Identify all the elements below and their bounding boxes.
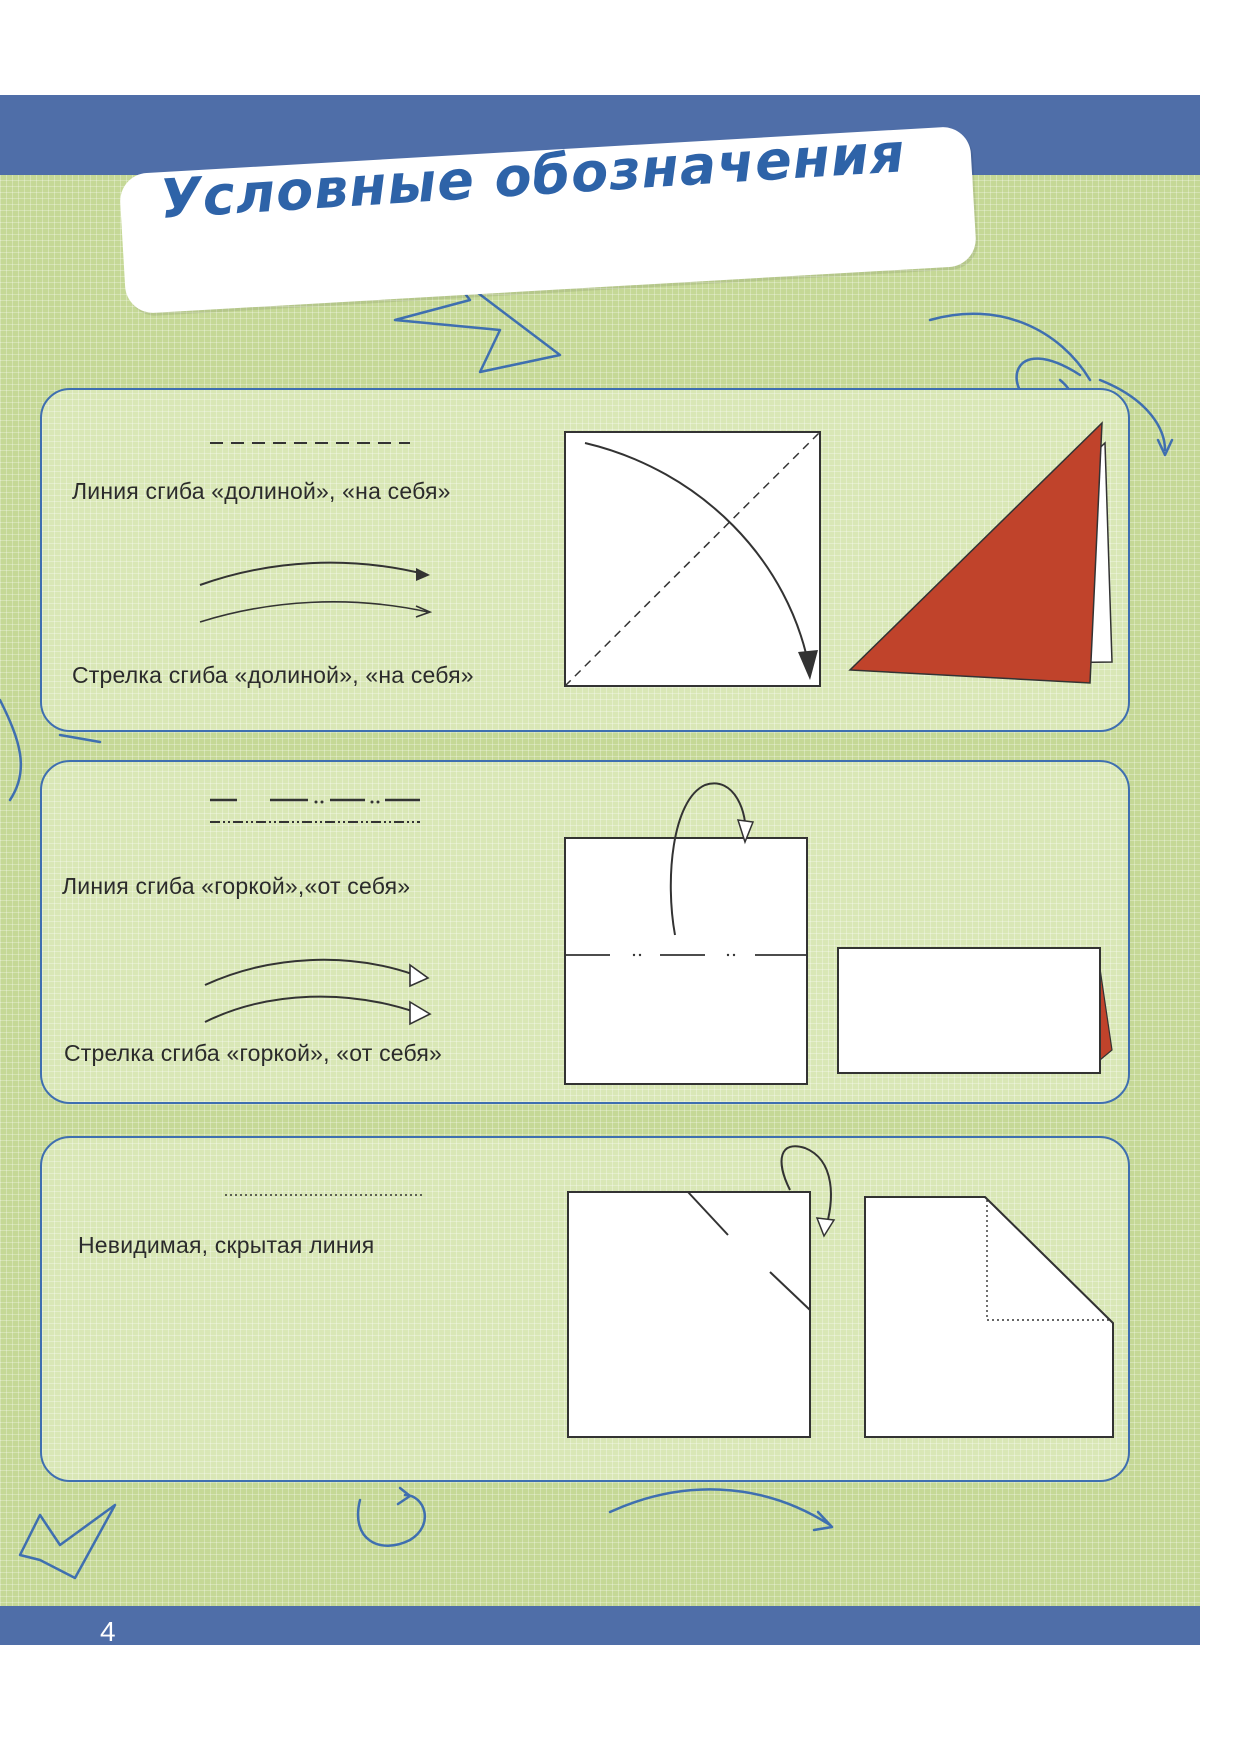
page-title: Условные обозначения xyxy=(158,121,908,231)
mountain-fold-arrow-label: Стрелка сгиба «горкой», «от себя» xyxy=(64,1040,443,1066)
valley-fold-arrow-label: Стрелка сгиба «долиной», «на себя» xyxy=(72,662,474,688)
mountain-fold-line-label: Линия сгиба «горкой»,«от себя» xyxy=(62,873,411,899)
hidden-line-label: Невидимая, скрытая линия xyxy=(78,1232,375,1258)
valley-fold-line-label: Линия сгиба «долиной», «на себя» xyxy=(72,478,451,504)
page-number: 4 xyxy=(100,1616,116,1647)
hidden-folded-square xyxy=(865,1197,1113,1437)
hidden-example-square xyxy=(568,1192,810,1437)
